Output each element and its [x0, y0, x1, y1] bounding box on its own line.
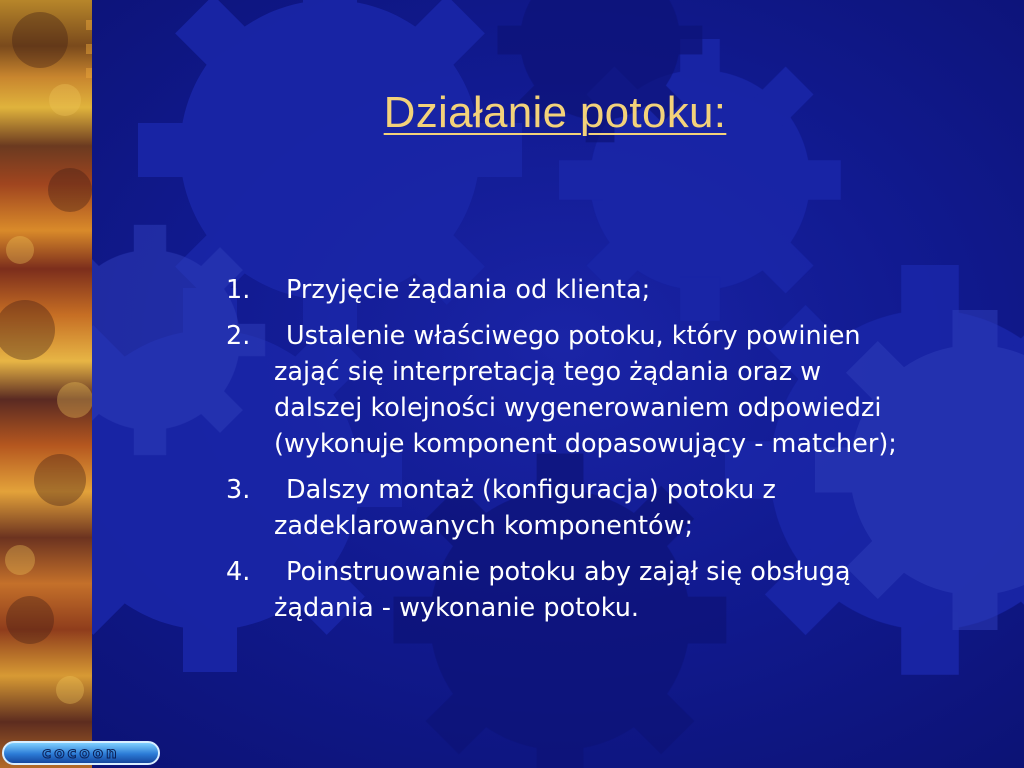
step-list: [226, 272, 916, 636]
list-item: [226, 318, 916, 462]
list-item: [226, 554, 916, 626]
list-item-text: Dalszy montaż (konfiguracja) potoku z zadeklarowanych komponentów;: [274, 475, 776, 541]
list-item-text: Ustalenie właściwego potoku, który powinien zająć się interpretacją tego żądania oraz w dalszej kolejności wygenerowaniem odpowiedzi (wykonuje komponent dopasowujący - matcher);: [274, 321, 897, 459]
list-item: [226, 272, 916, 308]
list-item-number: 4.: [226, 557, 251, 587]
logo-text: cocoon: [42, 744, 120, 762]
list-item-text: Przyjęcie żądania od klienta;: [286, 275, 651, 305]
list-item-number: 3.: [226, 475, 251, 505]
list-item: [226, 472, 916, 544]
list-item-text: Poinstruowanie potoku aby zajął się obsługą żądania - wykonanie potoku.: [274, 557, 851, 623]
list-item-number: 1.: [226, 275, 251, 305]
cocoon-logo: [2, 741, 160, 765]
list-item-number: 2.: [226, 321, 251, 351]
slide-title: Działanie potoku:: [383, 88, 727, 137]
